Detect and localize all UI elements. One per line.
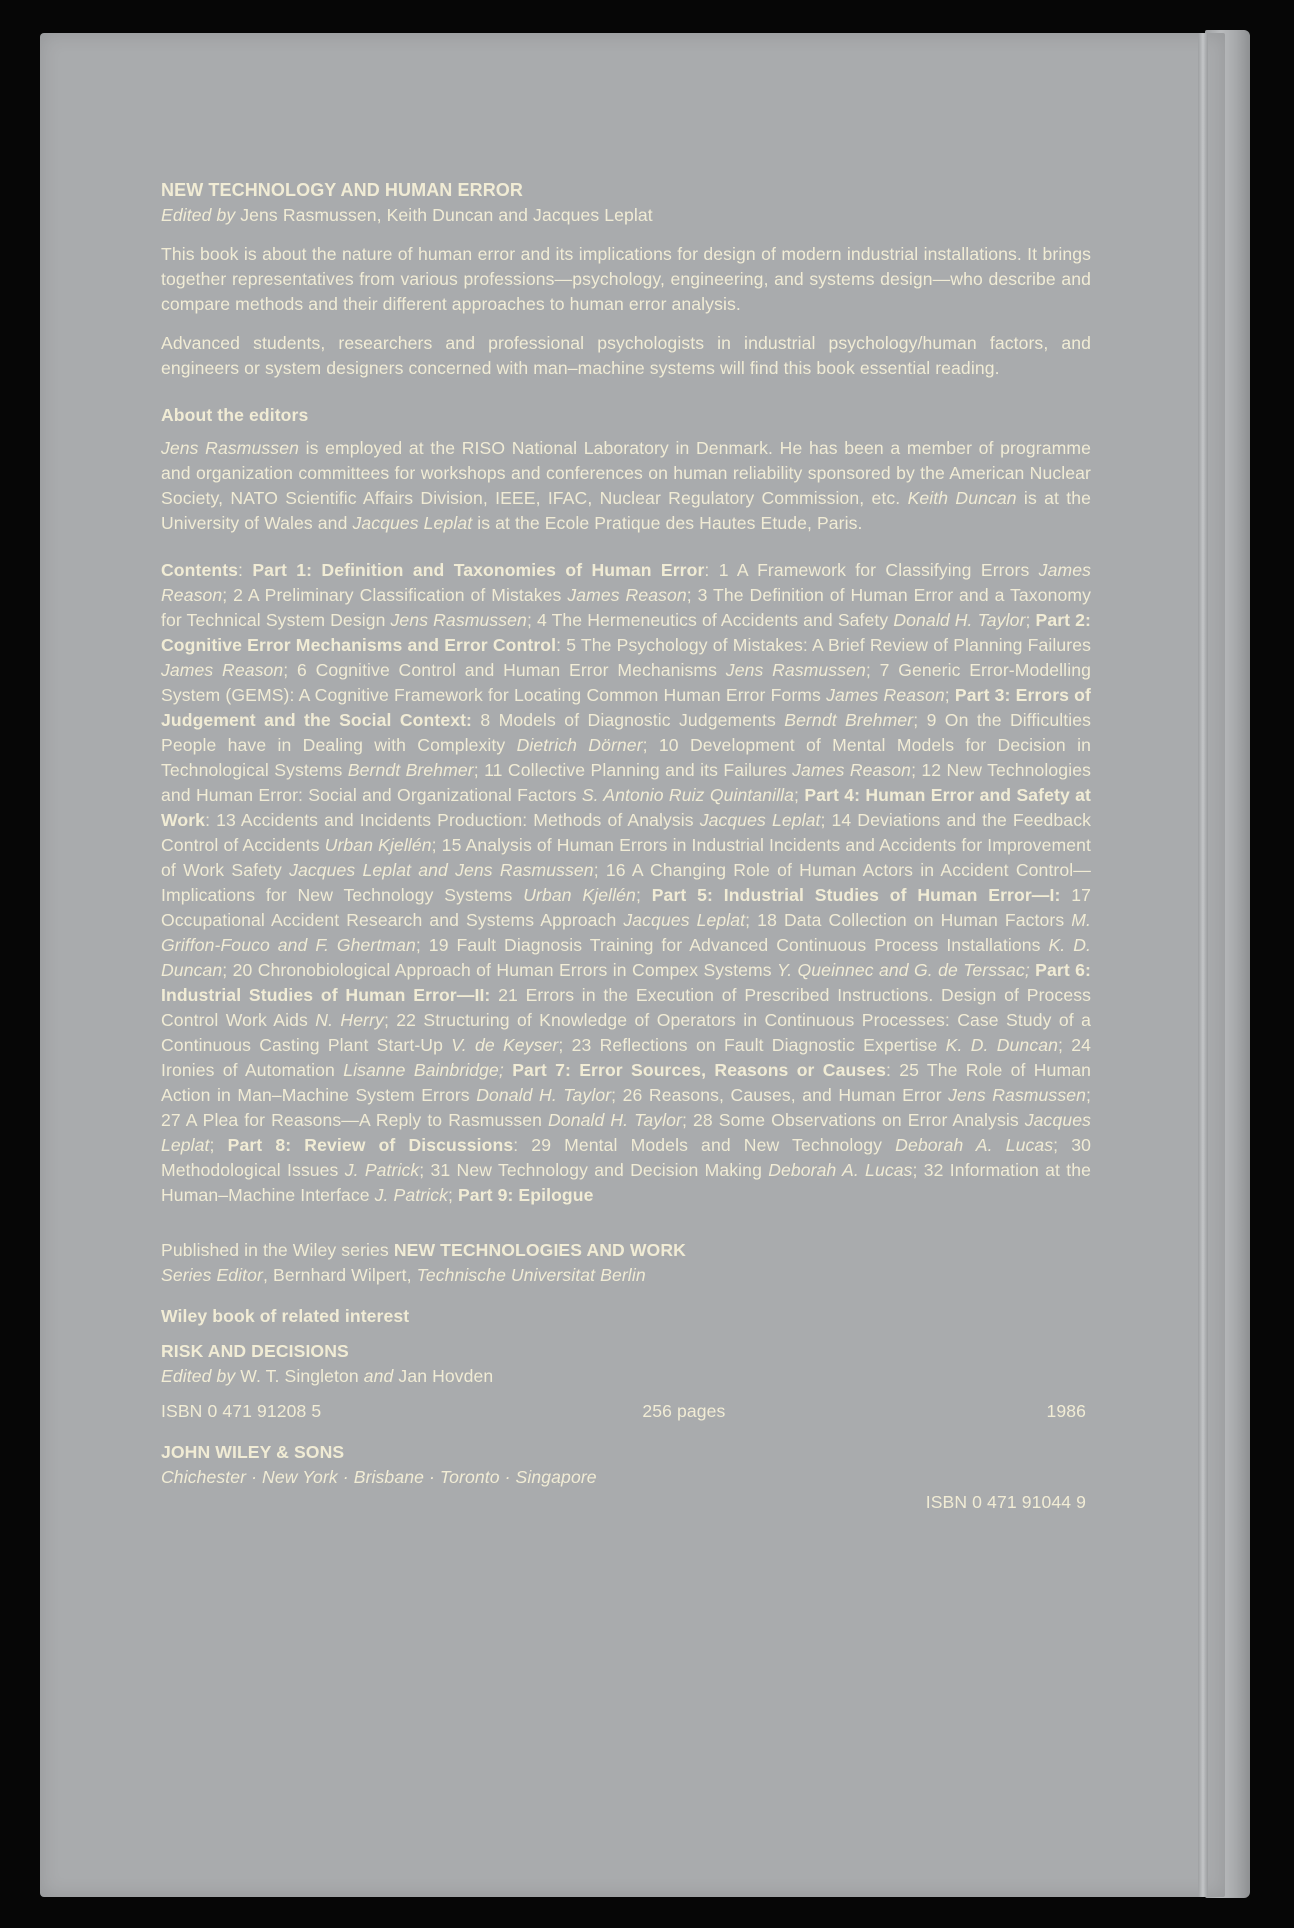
- contents-run: 21 Errors in the Execution of Prescribed Instructions. Design of Process Control Work Aids: [161, 985, 1091, 1030]
- isbn: ISBN 0 471 91044 9: [925, 1492, 1086, 1512]
- contents-run: ; 14 Deviations and the Feedback Control of Accidents: [161, 810, 1091, 855]
- contents-run: Jens Rasmussen: [390, 610, 527, 630]
- contents-run: Jens Rasmussen: [948, 1085, 1086, 1105]
- contents-run: Donald H. Taylor: [893, 610, 1026, 630]
- contents-run: Part 6: Industrial Studies of Human Error—II:: [161, 960, 1091, 1005]
- contents: [161, 558, 1091, 1208]
- related-isbn: ISBN 0 471 91208 5: [161, 1401, 322, 1421]
- contents-run: Donald H. Taylor: [476, 1085, 612, 1105]
- contents-run: ; 30 Methodological Issues: [161, 1135, 1091, 1180]
- contents-run: Part 3: Errors of Judgement and the Social Context:: [161, 685, 1091, 730]
- contents-run: ; 23 Reflections on Fault Diagnostic Expertise: [558, 1035, 946, 1055]
- contents-run: 8 Models of Diagnostic Judgements: [472, 710, 785, 730]
- related-and: and: [363, 1366, 394, 1386]
- series-prefix: Published in the Wiley series: [161, 1240, 394, 1260]
- editors-line: [161, 203, 1091, 228]
- contents-run: S. Antonio Ruiz Quintanilla: [581, 785, 795, 805]
- contents-run: ; 24 Ironies of Automation: [161, 1035, 1091, 1080]
- contents-run: Part 5: Industrial Studies of Human Error—I:: [651, 885, 1061, 905]
- contents-run: ;: [447, 1185, 458, 1205]
- contents-run: :: [238, 560, 253, 580]
- contents-run: : 13 Accidents and Incidents Production: Methods of Analysis: [205, 810, 700, 830]
- contents-run: ; 26 Reasons, Causes, and Human Error: [611, 1085, 949, 1105]
- about-heading: About the editors: [161, 405, 309, 425]
- related-editor-1: W. T. Singleton: [235, 1366, 364, 1386]
- editors: Jens Rasmussen, Keith Duncan and Jacques Leplat: [240, 205, 653, 225]
- contents-run: Jacques Leplat: [699, 810, 821, 830]
- contents-run: James Reason: [161, 560, 1091, 605]
- related-editor-2: Jan Hovden: [393, 1366, 494, 1386]
- contents-run: ; 15 Analysis of Human Errors in Industrial Incidents and Accidents for Improvement of Work Safety: [161, 835, 1091, 880]
- about-run: is at the University of Wales and: [161, 488, 1091, 533]
- contents-run: ; 2 A Preliminary Classification of Mistakes: [222, 585, 568, 605]
- contents-run: Part 7: Error Sources, Reasons or Causes: [512, 1060, 886, 1080]
- contents-run: ; 27 A Plea for Reasons—A Reply to Rasmussen: [161, 1085, 1091, 1130]
- contents-run: N. Herry: [315, 1010, 384, 1030]
- contents-run: ; 6 Cognitive Control and Human Error Mechanisms: [283, 660, 726, 680]
- contents-run: ; 32 Information at the Human–Machine Interface: [161, 1160, 1091, 1205]
- contents-run: ; 22 Structuring of Knowledge of Operators in Continuous Processes: Case Study of a Continuous Casting Plant Start-Up: [161, 1010, 1091, 1055]
- contents-run: ;: [794, 785, 805, 805]
- series-editor-affil: Technische Universitat Berlin: [416, 1265, 646, 1285]
- contents-run: Berndt Brehmer: [347, 760, 474, 780]
- contents-run: ; 3 The Definition of Human Error and a Taxonomy for Technical System Design: [161, 585, 1091, 630]
- contents-run: ; 19 Fault Diagnosis Training for Advanced Continuous Process Installations: [415, 935, 1049, 955]
- contents-run: Jens Rasmussen: [725, 660, 866, 680]
- contents-run: James Reason: [567, 585, 687, 605]
- contents-run: ; 4 The Hermeneutics of Accidents and Safety: [526, 610, 894, 630]
- contents-run: Urban Kjellén: [523, 885, 636, 905]
- contents-run: ; 18 Data Collection on Human Factors: [745, 910, 1072, 930]
- publisher-cities: Chichester · New York · Brisbane · Toronto · Singapore: [161, 1467, 597, 1487]
- description-2: Advanced students, researchers and professional psychologists in industrial psychology/human factors, and engineers or system designers concerned with man–machine systems will find this book essential reading.: [161, 333, 1091, 378]
- contents-run: James Reason: [161, 660, 284, 680]
- cover-hinge: [1198, 33, 1208, 1897]
- related-edited-by: Edited by: [161, 1366, 236, 1386]
- contents-run: Dietrich Dörner: [516, 735, 643, 755]
- contents-run: Y. Queinnec and G. de Terssac;: [776, 960, 1030, 980]
- contents-run: ; 28 Some Observations on Error Analysis: [682, 1110, 1025, 1130]
- series-editor-line: [161, 1263, 1091, 1288]
- contents-run: [504, 1060, 512, 1080]
- contents-run: V. de Keyser: [451, 1035, 559, 1055]
- contents-run: M. Griffon-Fouco and F. Ghertman: [161, 910, 1091, 955]
- contents-run: : 29 Mental Models and New Technology: [513, 1135, 896, 1155]
- contents-run: K. D. Duncan: [161, 935, 1091, 980]
- edited-by-label: Edited by: [161, 205, 236, 225]
- contents-run: ;: [209, 1135, 228, 1155]
- contents-run: : 5 The Psychology of Mistakes: A Brief Review of Planning Failures: [556, 635, 1091, 655]
- contents-run: : 25 The Role of Human Action in Man–Machine System Errors: [161, 1060, 1092, 1105]
- contents-run: ; 12 New Technologies and Human Error: Social and Organizational Factors: [161, 760, 1091, 805]
- contents-run: Contents: [161, 560, 239, 580]
- contents-run: James Reason: [826, 685, 945, 705]
- related-editors: [161, 1364, 1091, 1389]
- contents-run: Part 1: Definition and Taxonomies of Human Error: [252, 560, 705, 580]
- contents-run: K. D. Duncan: [945, 1035, 1058, 1055]
- contents-run: Deborah A. Lucas: [895, 1135, 1054, 1155]
- about-run: Keith Duncan: [907, 488, 1017, 508]
- contents-run: ; 20 Chronobiological Approach of Human Errors in Compex Systems: [222, 960, 777, 980]
- contents-run: Lisanne Bainbridge;: [343, 1060, 504, 1080]
- contents-run: ; 7 Generic Error-Modelling System (GEMS): A Cognitive Framework for Locating Common Human Error Forms: [161, 660, 1091, 705]
- contents-run: Jacques Leplat: [161, 1110, 1091, 1155]
- about-editors: [161, 436, 1091, 536]
- about-run: Jacques Leplat: [352, 513, 473, 533]
- cover-text: [161, 178, 1091, 1515]
- related-info-row: [161, 1399, 1086, 1424]
- series-editor-name: , Bernhard Wilpert,: [263, 1265, 417, 1285]
- contents-run: ; 11 Collective Planning and its Failures: [473, 760, 793, 780]
- contents-run: ; 10 Development of Mental Models for Decision in Technological Systems: [161, 735, 1091, 780]
- description-1: This book is about the nature of human error and its implications for design of modern industrial installations. It brings together representatives from various professions—psychology, engineering, and systems design—who describe and compare methods and their different approaches to human error analysis.: [161, 244, 1091, 314]
- contents-run: Urban Kjellén: [324, 835, 432, 855]
- contents-run: 17 Occupational Accident Research and Systems Approach: [161, 885, 1091, 930]
- series-name: NEW TECHNOLOGIES AND WORK: [393, 1240, 686, 1260]
- related-year: 1986: [1046, 1401, 1086, 1421]
- series-line: [161, 1238, 1091, 1263]
- contents-run: Part 8: Review of Discussions: [227, 1135, 514, 1155]
- contents-run: Deborah A. Lucas: [768, 1160, 913, 1180]
- publisher: JOHN WILEY & SONS: [161, 1442, 345, 1462]
- related-pages: 256 pages: [642, 1401, 726, 1421]
- contents-run: ; 16 A Changing Role of Human Actors in Accident Control—Implications for New Technology Systems: [161, 860, 1091, 905]
- about-run: is at the Ecole Pratique des Hautes Etude, Paris.: [472, 513, 863, 533]
- contents-run: J. Patrick: [374, 1185, 448, 1205]
- contents-run: ; 9 On the Difficulties People have in Dealing with Complexity: [161, 710, 1092, 755]
- contents-run: Part 4: Human Error and Safety at Work: [161, 785, 1091, 830]
- contents-run: Part 9: Epilogue: [457, 1185, 594, 1205]
- contents-run: ;: [1025, 610, 1036, 630]
- about-run: is employed at the RISO National Laboratory in Denmark. He has been a member of programme and organization committees for workshops and conferences on human reliability sponsored by the American Nuclear Society, NATO Scientific Affairs Division, IEEE, IFAC, Nuclear Regulatory Commission, etc.: [161, 438, 1091, 508]
- contents-run: ; 31 New Technology and Decision Making: [419, 1160, 769, 1180]
- series-editor-label: Series Editor: [161, 1265, 264, 1285]
- book-title: NEW TECHNOLOGY AND HUMAN ERROR: [161, 180, 523, 200]
- contents-run: J. Patrick: [344, 1160, 420, 1180]
- related-title: RISK AND DECISIONS: [161, 1341, 349, 1361]
- contents-run: Berndt Brehmer: [784, 710, 914, 730]
- contents-run: Jacques Leplat: [623, 910, 746, 930]
- related-heading: Wiley book of related interest: [161, 1306, 410, 1326]
- contents-run: Part 2: Cognitive Error Mechanisms and Error Control: [161, 610, 1091, 655]
- about-run: Jens Rasmussen: [161, 438, 299, 458]
- contents-run: ;: [944, 685, 955, 705]
- contents-run: : 1 A Framework for Classifying Errors: [704, 560, 1039, 580]
- contents-run: James Reason: [792, 760, 912, 780]
- contents-run: Donald H. Taylor: [548, 1110, 683, 1130]
- contents-run: ;: [635, 885, 652, 905]
- contents-run: Jacques Leplat and Jens Rasmussen: [289, 860, 594, 880]
